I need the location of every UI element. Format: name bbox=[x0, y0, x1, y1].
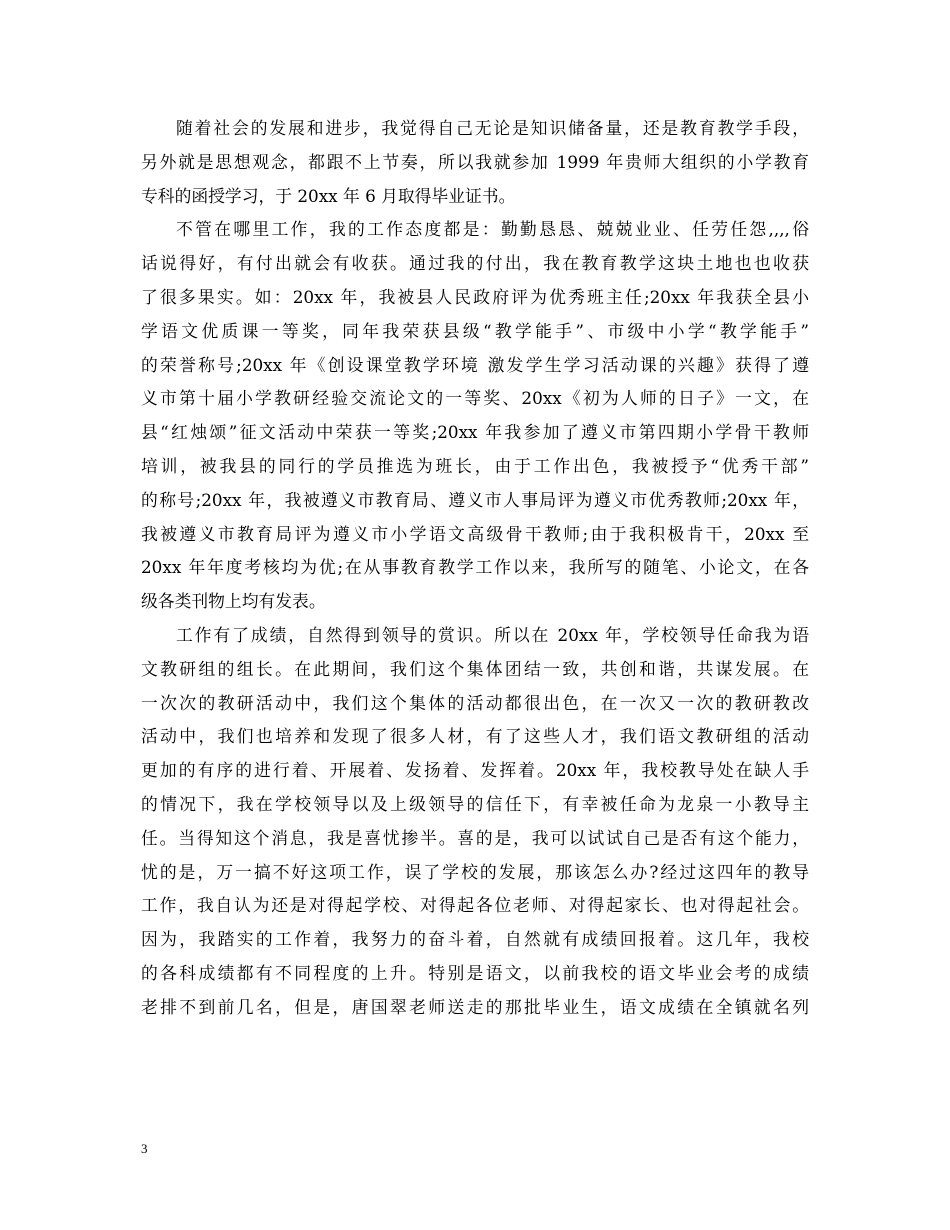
paragraph-2-line-2: 话说得好，有付出就会有收获。通过我的付出，我在教育教学这块土地也也收获 bbox=[141, 253, 809, 274]
paragraph-3-line-5: 更加的有序的进行着、开展着、发扬着、发挥着。20xx 年，我校教导处在缺人手 bbox=[141, 760, 809, 781]
paragraph-3-line-9: 工作，我自认为还是对得起学校、对得起各位老师、对得起家长、也对得起社会。 bbox=[141, 895, 809, 916]
paragraph-2-line-8: 培训，被我县的同行的学员推选为班长，由于工作出色，我被授予“优秀干部” bbox=[141, 455, 809, 476]
paragraph-2-line-3: 了很多果实。如：20xx 年，我被县人民政府评为优秀班主任;20xx 年我获全县小 bbox=[141, 286, 809, 307]
paragraph-2-line-1: 不管在哪里工作，我的工作态度都是：勤勤恳恳、兢兢业业、任劳任怨,,,,俗 bbox=[176, 219, 809, 240]
paragraph-3-line-3: 一次次的教研活动中，我们这个集体的活动都很出色，在一次又一次的教研教改 bbox=[141, 692, 809, 713]
paragraph-3-line-10: 因为，我踏实的工作着，我努力的奋斗着，自然就有成绩回报着。这几年，我校 bbox=[141, 929, 809, 950]
paragraph-3-line-2: 文教研组的组长。在此期间，我们这个集体团结一致，共创和谐，共谋发展。在 bbox=[141, 658, 809, 679]
paragraph-3-line-1: 工作有了成绩，自然得到领导的赏识。所以在 20xx 年，学校领导任命我为语 bbox=[176, 624, 809, 645]
paragraph-3-line-8: 忧的是，万一搞不好这项工作，误了学校的发展，那该怎么办?经过这四年的教导 bbox=[141, 861, 809, 882]
paragraph-2-line-4: 学语文优质课一等奖，同年我荣获县级“教学能手”、市级中小学“教学能手” bbox=[141, 320, 809, 341]
paragraph-2-line-7: 县“红烛颂”征文活动中荣获一等奖;20xx 年我参加了遵义市第四期小学骨干教师 bbox=[141, 422, 809, 443]
paragraph-2-line-12: 级各类刊物上均有发表。 bbox=[141, 591, 326, 612]
paragraph-3-line-4: 活动中，我们也培养和发现了很多人材，有了这些人才，我们语文教研组的活动 bbox=[141, 726, 809, 747]
paragraph-3-line-12: 老排不到前几名，但是，唐国翠老师送走的那批毕业生，语文成绩在全镇就名列 bbox=[141, 996, 809, 1017]
paragraph-3-line-11: 的各科成绩都有不同程度的上升。特别是语文，以前我校的语文毕业会考的成绩 bbox=[141, 962, 809, 983]
paragraph-1-line-3: 专科的函授学习，于 20xx 年 6 月取得毕业证书。 bbox=[141, 185, 516, 206]
paragraph-1-line-1: 随着社会的发展和进步，我觉得自己无论是知识储备量，还是教育教学手段， bbox=[176, 118, 809, 138]
paragraph-2-line-11: 20xx 年年度考核均为优;在从事教育教学工作以来，我所写的随笔、小论文，在各 bbox=[141, 557, 809, 578]
paragraph-2-line-10: 我被遵义市教育局评为遵义市小学语文高级骨干教师;由于我积极肯干，20xx 至 bbox=[141, 523, 809, 544]
paragraph-2-line-9: 的称号;20xx 年，我被遵义市教育局、遵义市人事局评为遵义市优秀教师;20xx 年， bbox=[141, 489, 809, 510]
paragraph-2-line-5: 的荣誉称号;20xx 年《创设课堂教学环境 激发学生学习活动课的兴趣》获得了遵 bbox=[141, 354, 809, 375]
paragraph-1-line-2: 另外就是思想观念，都跟不上节奏，所以我就参加 1999 年贵师大组织的小学教育 bbox=[141, 151, 809, 172]
body-text bbox=[141, 112, 809, 1025]
page-number: 3 bbox=[141, 1141, 148, 1156]
paragraph-2-line-6: 义市第十届小学教研经验交流论文的一等奖、20xx《初为人师的日子》一文，在 bbox=[141, 388, 809, 409]
paragraph-3-line-6: 的情况下，我在学校领导以及上级领导的信任下，有幸被任命为龙泉一小教导主 bbox=[141, 793, 809, 814]
paragraph-3-line-7: 任。当得知这个消息，我是喜忧掺半。喜的是，我可以试试自己是否有这个能力， bbox=[141, 827, 809, 848]
